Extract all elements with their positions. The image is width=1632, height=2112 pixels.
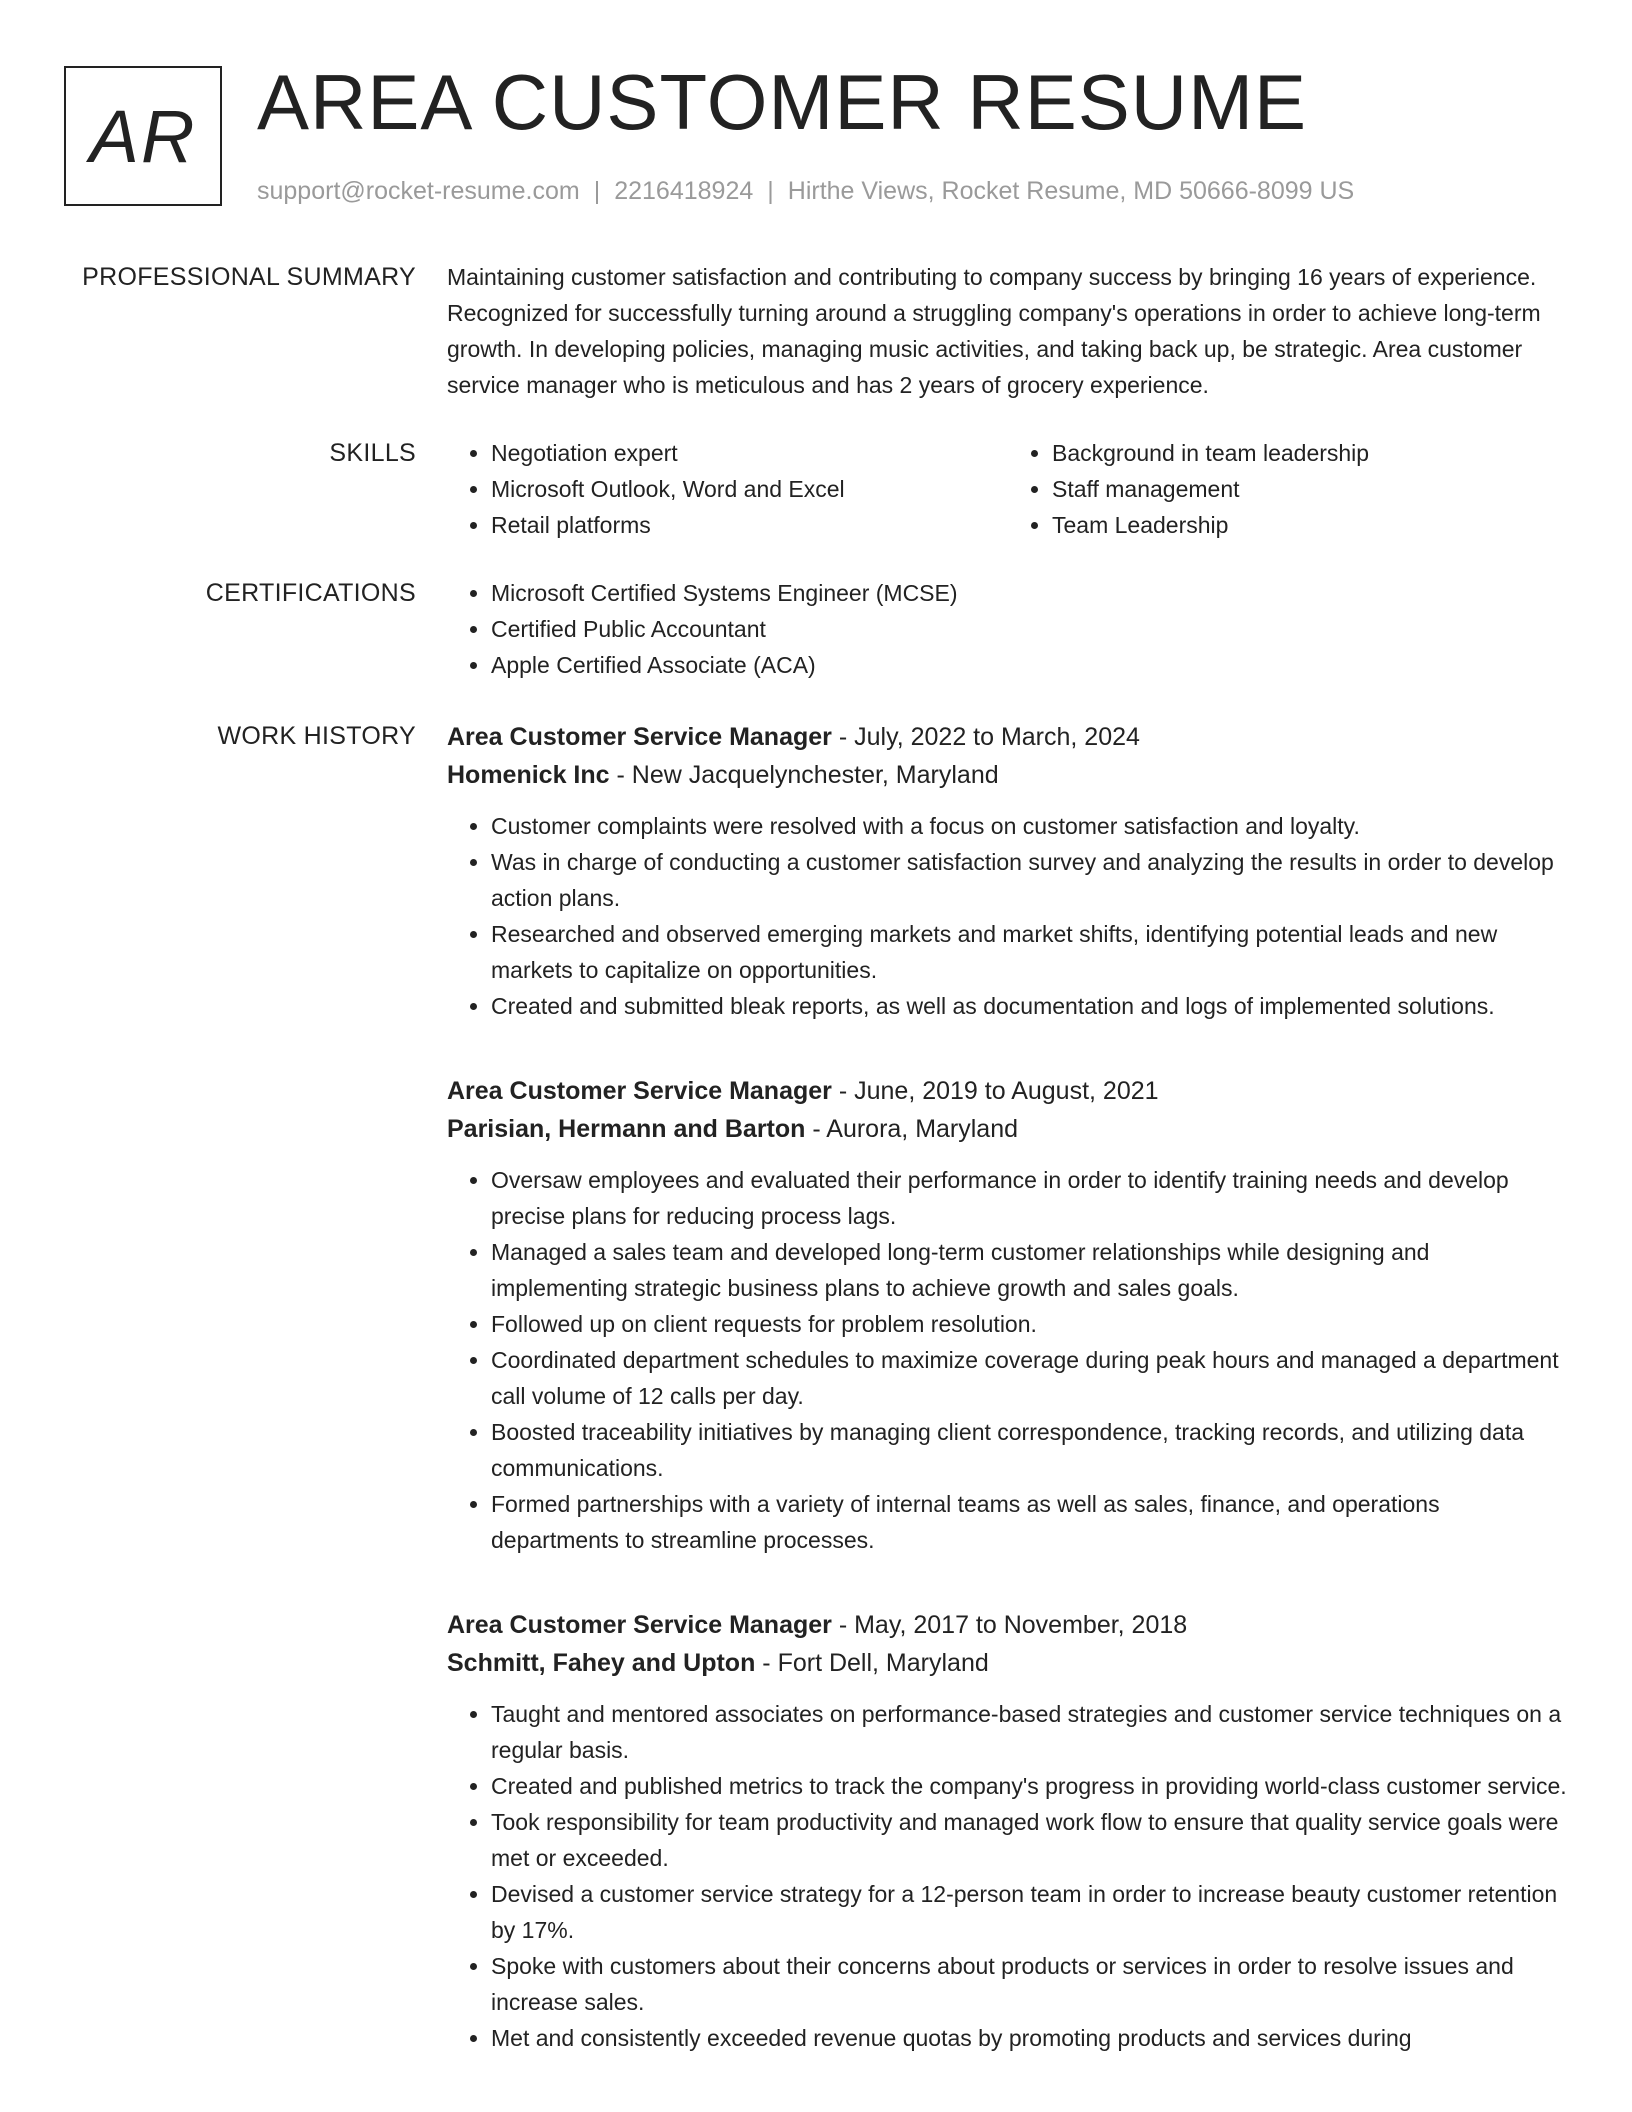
job-company-line bbox=[447, 1110, 1569, 1148]
section-label-work-history: WORK HISTORY bbox=[217, 722, 416, 750]
job-title: Area Customer Service Manager bbox=[447, 723, 832, 751]
skill-item: • Staff management bbox=[1052, 471, 1569, 507]
job-entry bbox=[447, 718, 1569, 1024]
job-bullet: • Took responsibility for team productivity and managed work flow to ensure that quality service goals were met or exceeded. bbox=[491, 1804, 1569, 1876]
job-bullet: • Followed up on client requests for problem resolution. bbox=[491, 1306, 1569, 1342]
job-dates: - May, 2017 to November, 2018 bbox=[831, 1611, 1188, 1639]
job-bullet: • Was in charge of conducting a customer satisfaction survey and analyzing the results in order to develop action plans. bbox=[491, 844, 1569, 916]
job-company-line bbox=[447, 1644, 1569, 1682]
skills-body bbox=[447, 435, 1569, 543]
job-company: Schmitt, Fahey and Upton bbox=[447, 1649, 756, 1677]
job-title: Area Customer Service Manager bbox=[447, 1077, 832, 1105]
job-bullet: • Researched and observed emerging markets and market shifts, identifying potential leads and new markets to capitalize on opportunities. bbox=[491, 916, 1569, 988]
job-bullet: • Spoke with customers about their concerns about products or services in order to resolve issues and increase sales. bbox=[491, 1948, 1569, 2020]
work-history-body bbox=[447, 718, 1569, 2056]
skills-list-right bbox=[1008, 435, 1569, 543]
job-bullet: • Managed a sales team and developed long-term customer relationships while designing and implementing strategic business plans to achieve growth and sales goals. bbox=[491, 1234, 1569, 1306]
contact-line bbox=[257, 174, 1354, 208]
section-label-summary: PROFESSIONAL SUMMARY bbox=[82, 263, 416, 291]
job-location: - Fort Dell, Maryland bbox=[755, 1649, 989, 1677]
job-bullet: • Boosted traceability initiatives by managing client correspondence, tracking records, and utilizing data communications. bbox=[491, 1414, 1569, 1486]
job-bullet: • Formed partnerships with a variety of internal teams as well as sales, finance, and operations departments to streamline processes. bbox=[491, 1486, 1569, 1558]
contact-phone: 2216418924 bbox=[614, 177, 754, 205]
job-dates: - June, 2019 to August, 2021 bbox=[831, 1077, 1159, 1105]
job-bullets bbox=[447, 1696, 1569, 2056]
job-title-line bbox=[447, 718, 1569, 756]
job-bullet: • Created and published metrics to track the company's progress in providing world-class customer service. bbox=[491, 1768, 1569, 1804]
job-entry bbox=[447, 1072, 1569, 1558]
skill-item: • Background in team leadership bbox=[1052, 435, 1569, 471]
section-label-certifications: CERTIFICATIONS bbox=[205, 579, 416, 607]
summary-text: Maintaining customer satisfaction and contributing to company success by bringing 16 years of experience. Recognized for successfully turning around a struggling company's operations in order to achieve long-term growth. In developing policies, managing music activities, and taking back up, be strategic. Area customer service manager who is meticulous and has 2 years of grocery experience. bbox=[447, 264, 1541, 398]
job-location: - New Jacquelynchester, Maryland bbox=[609, 761, 999, 789]
skill-item: • Microsoft Outlook, Word and Excel bbox=[491, 471, 1008, 507]
job-bullet: • Coordinated department schedules to maximize coverage during peak hours and managed a department call volume of 12 calls per day. bbox=[491, 1342, 1569, 1414]
job-dates: - July, 2022 to March, 2024 bbox=[831, 723, 1140, 751]
certification-item: • Apple Certified Associate (ACA) bbox=[491, 647, 1569, 683]
job-entry bbox=[447, 1606, 1569, 2056]
job-bullet: • Customer complaints were resolved with a focus on customer satisfaction and loyalty. bbox=[491, 808, 1569, 844]
job-location: - Aurora, Maryland bbox=[805, 1115, 1019, 1143]
job-company-line bbox=[447, 756, 1569, 794]
contact-email: support@rocket-resume.com bbox=[257, 177, 580, 205]
contact-address: Hirthe Views, Rocket Resume, MD 50666-8099 US bbox=[787, 177, 1355, 205]
certification-item: • Microsoft Certified Systems Engineer (MCSE) bbox=[491, 575, 1569, 611]
job-title-line bbox=[447, 1606, 1569, 1644]
skill-item: • Retail platforms bbox=[491, 507, 1008, 543]
job-bullet: • Created and submitted bleak reports, as well as documentation and logs of implemented solutions. bbox=[491, 988, 1569, 1024]
certifications-list bbox=[447, 575, 1569, 683]
skills-list-left bbox=[447, 435, 1008, 543]
skill-item: • Team Leadership bbox=[1052, 507, 1569, 543]
job-title: Area Customer Service Manager bbox=[447, 1611, 832, 1639]
certification-item: • Certified Public Accountant bbox=[491, 611, 1569, 647]
job-bullet: • Oversaw employees and evaluated their performance in order to identify training needs and develop precise plans for reducing process lags. bbox=[491, 1162, 1569, 1234]
monogram-initials: AR bbox=[89, 94, 197, 178]
section-label-skills: SKILLS bbox=[329, 439, 416, 467]
monogram-logo bbox=[64, 66, 222, 206]
job-title-line bbox=[447, 1072, 1569, 1110]
job-bullets bbox=[447, 1162, 1569, 1558]
job-bullet: • Taught and mentored associates on performance-based strategies and customer service techniques on a regular basis. bbox=[491, 1696, 1569, 1768]
summary-body bbox=[447, 259, 1569, 403]
certifications-body bbox=[447, 575, 1569, 683]
skill-item: • Negotiation expert bbox=[491, 435, 1008, 471]
job-bullet: • Devised a customer service strategy for a 12-person team in order to increase beauty customer retention by 17%. bbox=[491, 1876, 1569, 1948]
contact-separator: | bbox=[593, 177, 601, 205]
resume-title: AREA CUSTOMER RESUME bbox=[257, 58, 1308, 146]
job-company: Parisian, Hermann and Barton bbox=[447, 1115, 806, 1143]
job-company: Homenick Inc bbox=[447, 761, 610, 789]
job-bullets bbox=[447, 808, 1569, 1024]
contact-separator: | bbox=[767, 177, 774, 205]
job-bullet: • Met and consistently exceeded revenue quotas by promoting products and services during bbox=[491, 2020, 1569, 2056]
